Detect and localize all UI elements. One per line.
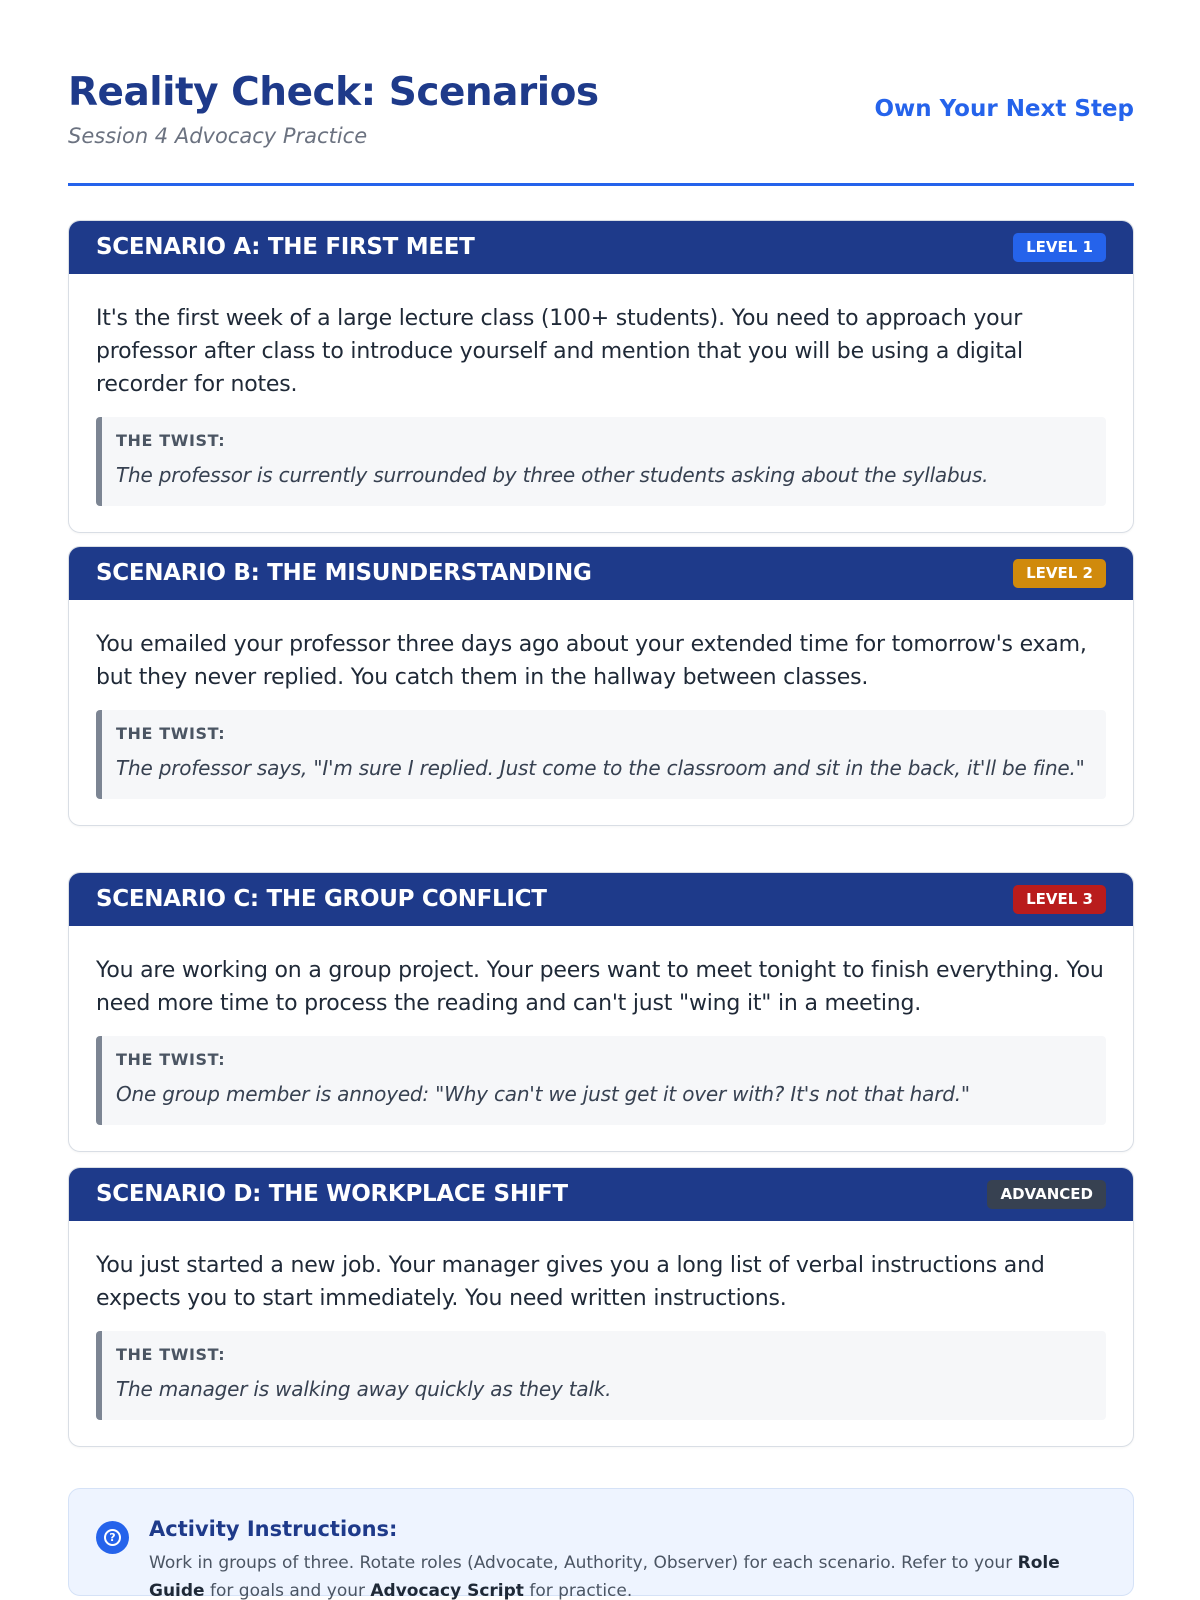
scenario-title: SCENARIO C: THE GROUP CONFLICT [96,886,547,912]
scenario-title: SCENARIO B: THE MISUNDERSTANDING [96,560,592,586]
scenario-header [69,221,1133,274]
scenario-card-b [68,546,1134,826]
twist-box [96,417,1106,506]
question-circle-icon: ? [96,1521,129,1554]
twist-text: The professor says, "I'm sure I replied. Just come to the classroom and sit in the back, it'll be fine." [116,756,1085,780]
scenario-title: SCENARIO A: THE FIRST MEET [96,234,475,260]
twist-label: THE TWIST: [116,724,226,743]
level-badge: LEVEL 1 [1013,233,1106,262]
scenario-header [69,547,1133,600]
page-title: Reality Check: Scenarios [68,70,599,115]
scenario-body [69,600,1133,825]
twist-text: The professor is currently surrounded by three other students asking about the syllabus. [116,463,989,487]
scenario-header [69,873,1133,926]
scenario-description: You emailed your professor three days ago about your extended time for tomorrow's exam, but they never replied. You catch them in the hallway between classes. [96,632,1087,690]
role-guide-ref: Role Guide [149,1553,1060,1600]
page-header [68,0,1134,186]
scenario-body [69,274,1133,532]
level-badge: LEVEL 3 [1013,885,1106,914]
instructions-text [149,1549,1109,1600]
scenario-body [69,1221,1133,1446]
scenario-description: You are working on a group project. Your peers want to meet tonight to finish everything. You need more time to process the reading and can't just "wing it" in a meeting. [96,958,1104,1016]
scenario-header [69,1168,1133,1221]
activity-instructions [68,1488,1134,1600]
brand-label: Own Your Next Step [874,96,1134,122]
twist-text: One group member is annoyed: "Why can't we just get it over with? It's not that hard." [116,1082,970,1106]
twist-box [96,1331,1106,1420]
instructions-text-middle: for goals and your [204,1581,371,1600]
twist-label: THE TWIST: [116,1050,226,1069]
scenario-description: You just started a new job. Your manager gives you a long list of verbal instructions and expects you to start immediately. You need written instructions. [96,1253,1045,1311]
instructions-title: Activity Instructions: [149,1517,398,1541]
scenario-body [69,926,1133,1151]
instructions-text-before: Work in groups of three. Rotate roles (Advocate, Authority, Observer) for each scenario. Refer to your [149,1553,1018,1573]
twist-box [96,1036,1106,1125]
scenario-card-c [68,872,1134,1152]
level-badge: ADVANCED [987,1180,1106,1209]
advocacy-script-ref: Advocacy Script [370,1581,524,1600]
scenario-title: SCENARIO D: THE WORKPLACE SHIFT [96,1181,568,1207]
scenario-description: It's the first week of a large lecture class (100+ students). You need to approach your professor after class to introduce yourself and mention that you will be using a digital recorder for notes. [96,306,1023,397]
scenario-card-a [68,220,1134,533]
level-badge: LEVEL 2 [1013,559,1106,588]
instructions-text-after: for practice. [523,1581,633,1600]
twist-label: THE TWIST: [116,1345,226,1364]
page-subtitle: Session 4 Advocacy Practice [68,124,368,148]
scenario-card-d [68,1167,1134,1447]
twist-box [96,710,1106,799]
twist-label: THE TWIST: [116,431,226,450]
twist-text: The manager is walking away quickly as they talk. [116,1377,612,1401]
page [68,0,1134,1600]
